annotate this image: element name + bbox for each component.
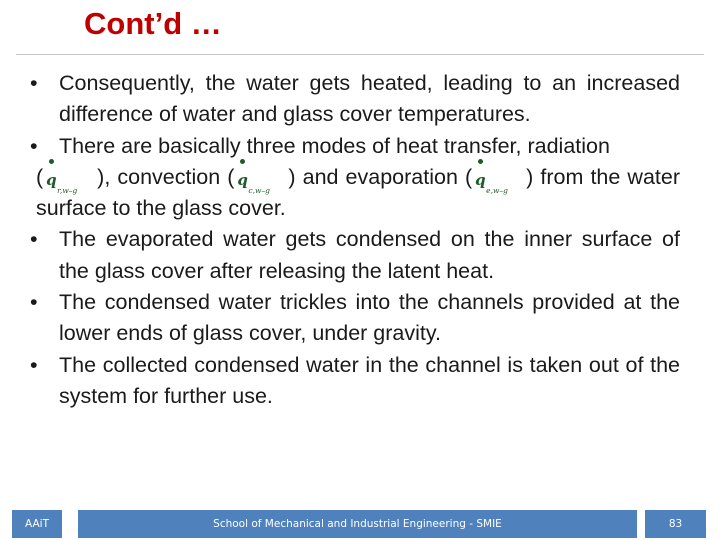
bullet-marker: • <box>30 290 38 315</box>
bullet-text: Consequently, the water gets heated, leading to an increased difference of water and glass cover temperatures. <box>59 71 680 127</box>
title-divider <box>16 54 704 55</box>
bullet-text: ), convection ( <box>97 164 235 189</box>
bullet-text: The collected condensed water in the channel is taken out of the system for further use. <box>59 352 680 408</box>
bullet-item-continuation <box>22 162 680 225</box>
bullet-text: The evaporated water gets condensed on the inner surface of the glass cover after releasing the latent heat. <box>59 227 680 283</box>
bullet-marker: • <box>30 71 38 95</box>
bullet-item <box>22 350 680 413</box>
footer-institution: AAiT <box>12 510 62 538</box>
footer-school: School of Mechanical and Industrial Engineering - SMIE <box>78 510 637 538</box>
radiation-heat-symbol: q r,w–g <box>44 165 96 191</box>
bullet-marker: • <box>30 133 38 158</box>
bullet-item <box>22 287 680 350</box>
evaporation-heat-symbol: q e,w–g <box>473 165 525 191</box>
convection-heat-symbol: q c,w–g <box>235 165 287 191</box>
bullet-marker: • <box>30 227 38 252</box>
bullet-text: The condensed water trickles into the channels provided at the lower ends of glass cover, under gravity. <box>59 290 680 346</box>
footer-page-number: 83 <box>645 510 706 538</box>
bullet-item <box>22 224 680 287</box>
bullet-marker: • <box>30 352 38 377</box>
bullet-text: There are basically three modes of heat transfer, radiation <box>59 133 610 158</box>
slide-footer <box>0 510 720 538</box>
bullet-text: ) from the water surface to the glass cover. <box>36 164 680 221</box>
bullet-item <box>22 68 680 131</box>
bullet-text: ( <box>36 164 44 189</box>
bullet-item <box>22 131 680 162</box>
slide-title: Cont’d … <box>84 6 222 41</box>
bullet-text: ) and evaporation ( <box>288 164 473 189</box>
bullet-list <box>22 68 680 412</box>
